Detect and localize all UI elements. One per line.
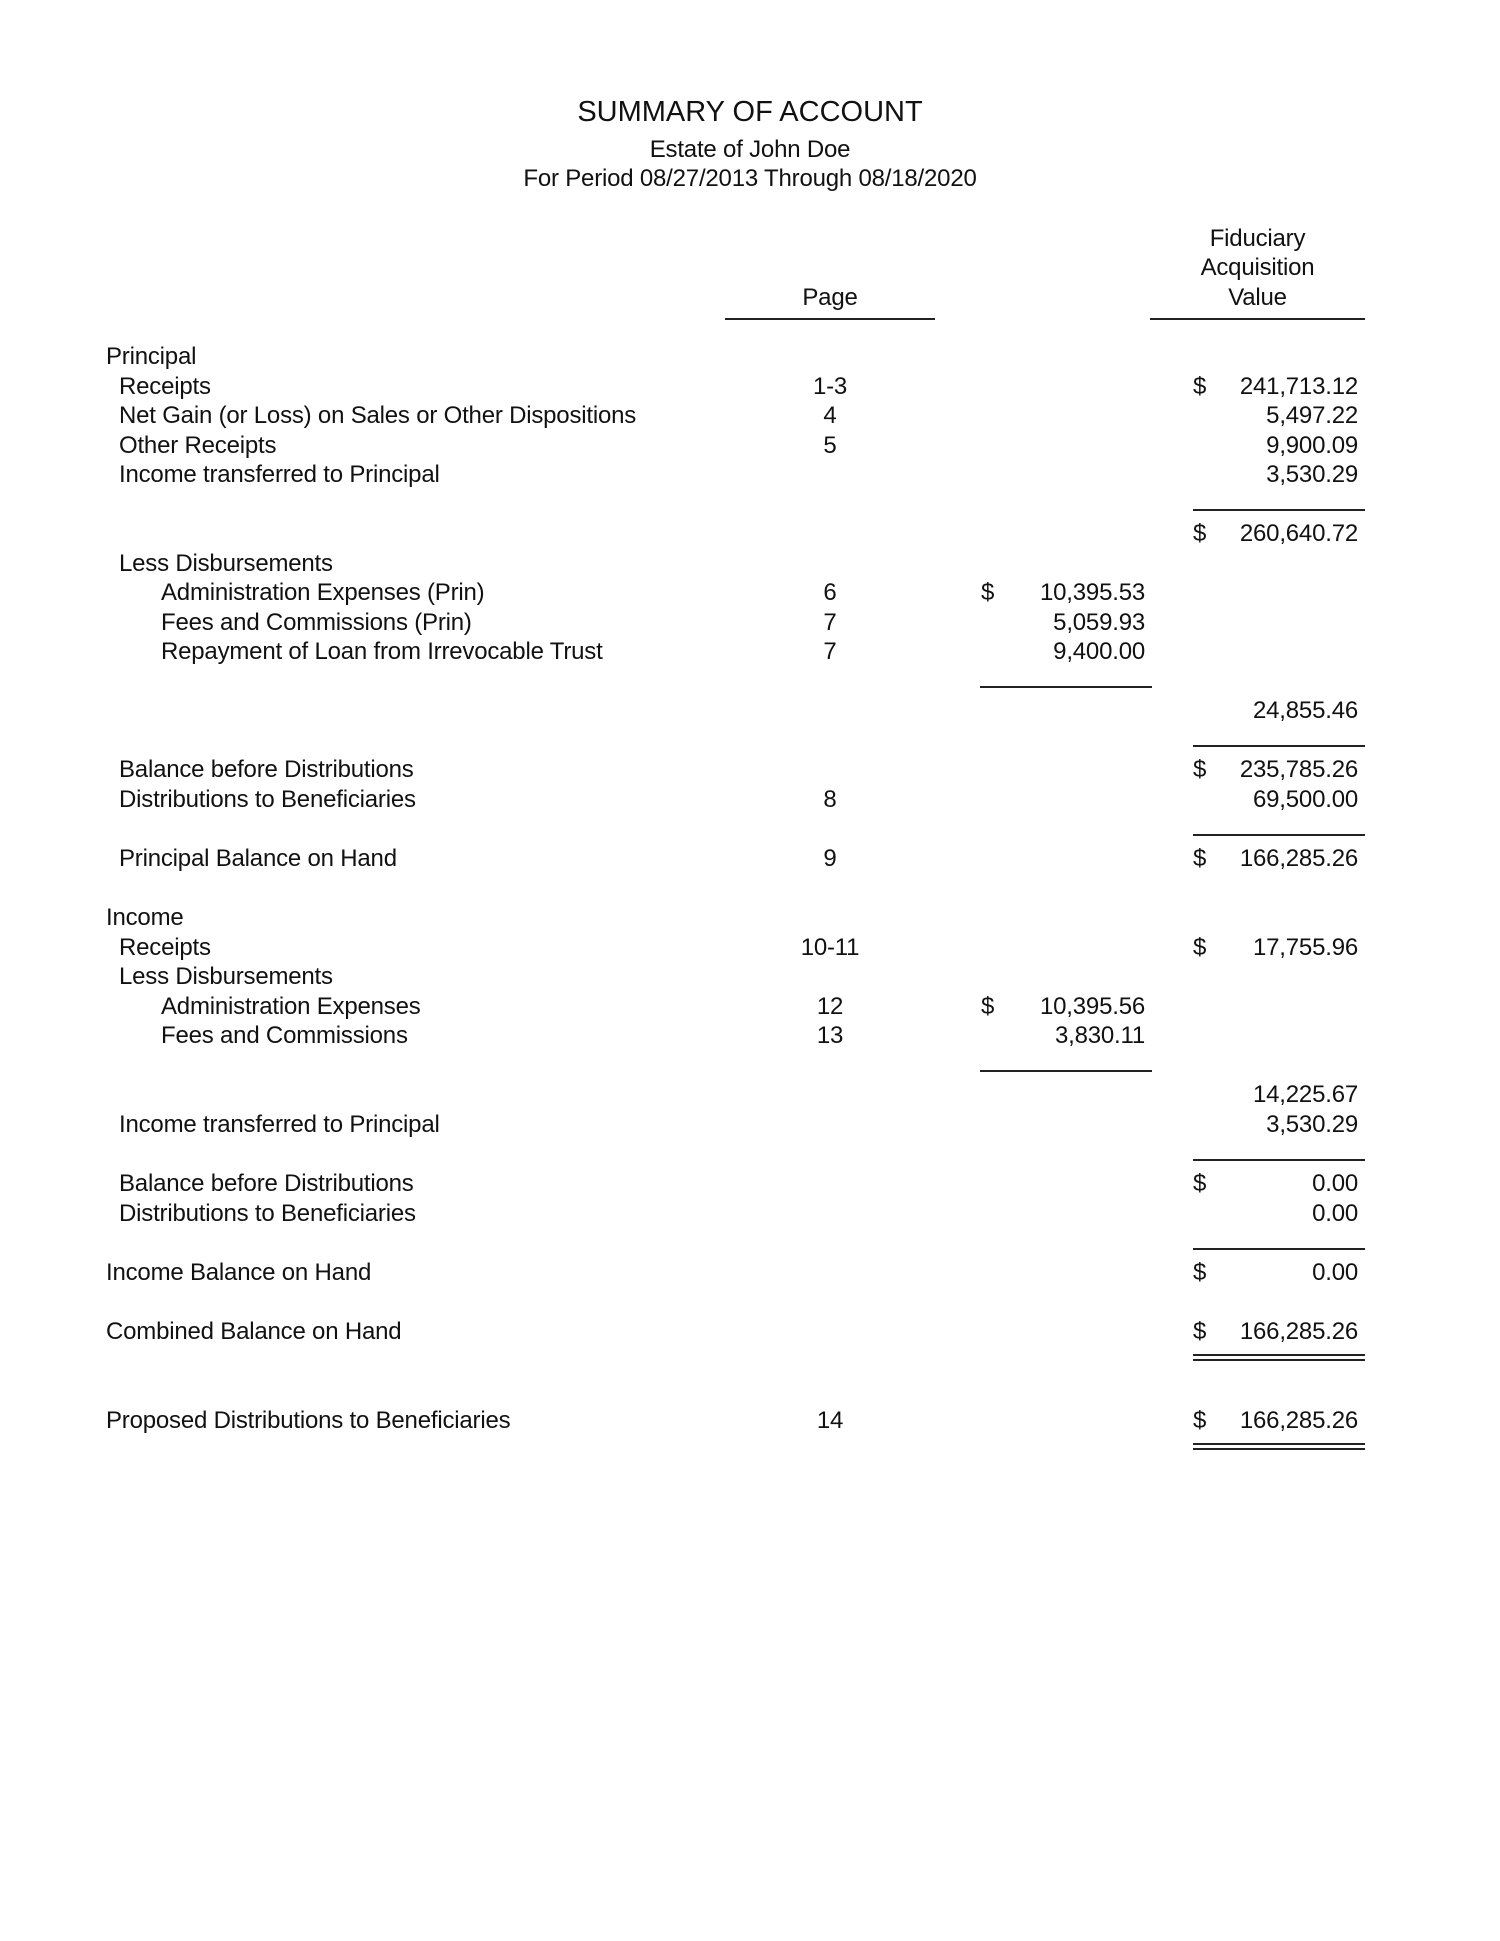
loan-repayment-label: Repayment of Loan from Irrevocable Trust — [161, 638, 603, 665]
income-transferred-to-principal-value: 3,530.29 — [1266, 1111, 1358, 1138]
income-on-hand-rule — [1193, 1248, 1365, 1250]
income-distributions-label: Distributions to Beneficiaries — [119, 1200, 416, 1227]
income-admin-expenses-value: 10,395.56 — [1040, 993, 1145, 1020]
loan-repayment-value: 9,400.00 — [1053, 638, 1145, 665]
income-receipts-value: 17,755.96 — [1253, 934, 1358, 961]
principal-receipts-label: Receipts — [119, 373, 211, 400]
page-column-header: Page — [802, 284, 858, 311]
income-transferred-to-principal-label: Income transferred to Principal — [119, 1111, 440, 1138]
principal-balance-before-label: Balance before Distributions — [119, 756, 414, 783]
admin-expenses-prin-label: Administration Expenses (Prin) — [161, 579, 485, 606]
dollar-sign: $ — [1193, 373, 1207, 400]
net-gain-value: 5,497.22 — [1266, 402, 1358, 429]
loan-repayment-page: 7 — [823, 638, 837, 665]
income-balance-on-hand-value: 0.00 — [1312, 1259, 1358, 1286]
dollar-sign: $ — [1193, 756, 1207, 783]
principal-distributions-page: 8 — [823, 786, 837, 813]
income-receipts-label: Receipts — [119, 934, 211, 961]
income-balance-before-label: Balance before Distributions — [119, 1170, 414, 1197]
principal-distributions-label: Distributions to Beneficiaries — [119, 786, 416, 813]
value-header-line1: Fiduciary — [1209, 225, 1306, 252]
principal-receipts-value: 241,713.12 — [1239, 373, 1358, 400]
page-header-underline — [725, 318, 935, 320]
income-balance-rule — [1193, 1159, 1365, 1161]
less-disbursements-label: Less Disbursements — [119, 550, 333, 577]
value-header-line3: Value — [1228, 284, 1287, 311]
proposed-distributions-label: Proposed Distributions to Beneficiaries — [106, 1407, 511, 1434]
principal-balance-on-hand-label: Principal Balance on Hand — [119, 845, 397, 872]
admin-expenses-prin-value: 10,395.53 — [1040, 579, 1145, 606]
other-receipts-label: Other Receipts — [119, 432, 277, 459]
combined-balance-label: Combined Balance on Hand — [106, 1318, 402, 1345]
proposed-double-rule — [1193, 1443, 1365, 1450]
dollar-sign: $ — [1193, 520, 1207, 547]
balance-rule — [1193, 745, 1365, 747]
income-balance-before-value: 0.00 — [1312, 1170, 1358, 1197]
value-header-line2: Acquisition — [1200, 254, 1315, 281]
subtotal-rule — [1193, 509, 1365, 511]
net-gain-page: 4 — [823, 402, 837, 429]
principal-balance-on-hand-value: 166,285.26 — [1239, 845, 1358, 872]
proposed-distributions-value: 166,285.26 — [1239, 1407, 1358, 1434]
income-balance-on-hand-label: Income Balance on Hand — [106, 1259, 372, 1286]
principal-balance-on-hand-page: 9 — [823, 845, 837, 872]
proposed-distributions-page: 14 — [816, 1407, 844, 1434]
income-distributions-value: 0.00 — [1312, 1200, 1358, 1227]
principal-balance-before-value: 235,785.26 — [1239, 756, 1358, 783]
income-admin-expenses-label: Administration Expenses — [161, 993, 421, 1020]
disbursements-rule — [980, 686, 1152, 688]
combined-double-rule — [1193, 1354, 1365, 1361]
dollar-sign: $ — [1193, 1259, 1207, 1286]
income-disbursements-total: 14,225.67 — [1253, 1081, 1358, 1108]
document-title: SUMMARY OF ACCOUNT — [577, 96, 923, 128]
principal-receipts-page: 1-3 — [812, 373, 848, 400]
principal-subtotal-value: 260,640.72 — [1239, 520, 1358, 547]
fees-prin-value: 5,059.93 — [1053, 609, 1145, 636]
income-transferred-value: 3,530.29 — [1266, 461, 1358, 488]
net-gain-label: Net Gain (or Loss) on Sales or Other Dispositions — [119, 402, 637, 429]
income-receipts-page: 10-11 — [800, 934, 860, 961]
dollar-sign: $ — [1193, 1407, 1207, 1434]
fees-prin-page: 7 — [823, 609, 837, 636]
dollar-sign: $ — [1193, 1318, 1207, 1345]
fees-prin-label: Fees and Commissions (Prin) — [161, 609, 472, 636]
period-range: For Period 08/27/2013 Through 08/18/2020 — [523, 165, 977, 192]
estate-name: Estate of John Doe — [649, 136, 851, 163]
value-header-underline — [1150, 318, 1365, 320]
principal-on-hand-rule — [1193, 834, 1365, 836]
admin-expenses-prin-page: 6 — [823, 579, 837, 606]
other-receipts-page: 5 — [823, 432, 837, 459]
dollar-sign: $ — [1193, 845, 1207, 872]
dollar-sign: $ — [1193, 1170, 1207, 1197]
income-fees-label: Fees and Commissions — [161, 1022, 408, 1049]
income-fees-page: 13 — [816, 1022, 844, 1049]
income-admin-expenses-page: 12 — [816, 993, 844, 1020]
income-transferred-label: Income transferred to Principal — [119, 461, 440, 488]
income-fees-value: 3,830.11 — [1054, 1022, 1145, 1049]
combined-balance-value: 166,285.26 — [1239, 1318, 1358, 1345]
principal-heading: Principal — [106, 343, 197, 370]
dollar-sign: $ — [1193, 934, 1207, 961]
principal-distributions-value: 69,500.00 — [1253, 786, 1358, 813]
income-disbursements-rule — [980, 1070, 1152, 1072]
principal-disbursements-total: 24,855.46 — [1253, 697, 1358, 724]
dollar-sign: $ — [981, 579, 995, 606]
income-heading: Income — [106, 904, 184, 931]
income-less-disbursements-label: Less Disbursements — [119, 963, 333, 990]
other-receipts-value: 9,900.09 — [1266, 432, 1358, 459]
dollar-sign: $ — [981, 993, 995, 1020]
